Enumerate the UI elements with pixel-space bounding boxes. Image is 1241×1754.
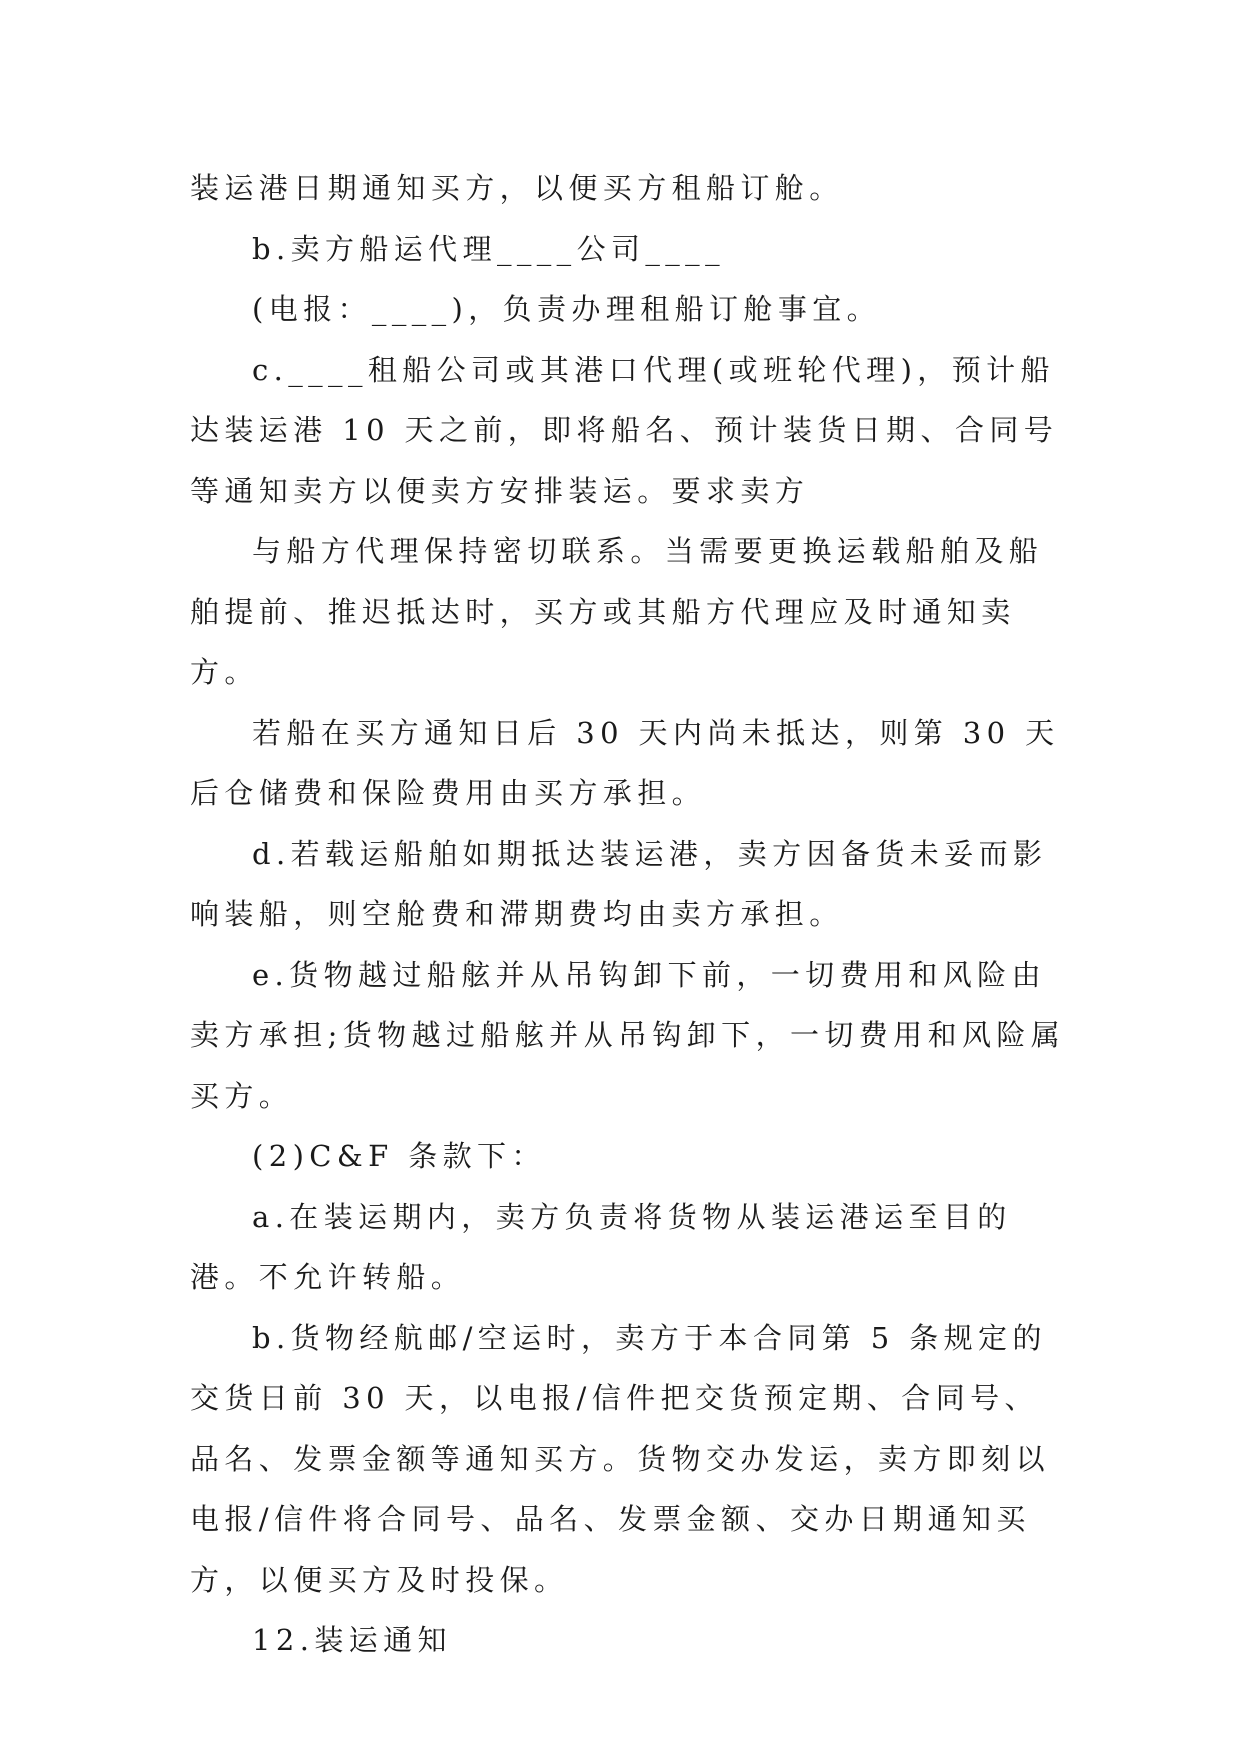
paragraph-1: 装运港日期通知买方，以便买方租船订舱。 [190, 171, 844, 205]
paragraph-10: a.在装运期内，卖方负责将货物从装运港运至目的港。不允许转船。 [190, 1199, 1012, 1294]
paragraph-9: (2)C&F 条款下： [252, 1139, 546, 1173]
document-body [190, 158, 1070, 1671]
paragraph-3: (电报：____)，负责办理租船订舱事宜。 [252, 292, 882, 326]
section-heading: 12.装运通知 [252, 1623, 452, 1657]
paragraph-8: e.货物越过船舷并从吊钩卸下前，一切费用和风险由卖方承担;货物越过船舷并从吊钩卸下，一切费用和风险属买方。 [190, 957, 1066, 1113]
paragraph-11: b.货物经航邮/空运时，卖方于本合同第 5 条规定的交货日前 30 天，以电报/信件把交货预定期、合同号、品名、发票金额等通知买方。货物交办发运，卖方即刻以电报/信件将合同号、品名、发票金额、交办日期通知买方，以便买方及时投保。 [190, 1320, 1051, 1597]
paragraph-5: 与船方代理保持密切联系。当需要更换运载船舶及船舶提前、推迟抵达时，买方或其船方代理应及时通知卖方。 [190, 534, 1044, 689]
paragraph-6: 若船在买方通知日后 30 天内尚未抵达，则第 30 天后仓储费和保险费用由买方承担。 [190, 715, 1060, 810]
paragraph-4: c.____租船公司或其港口代理(或班轮代理)，预计船达装运港 10 天之前，即将船名、预计装货日期、合同号等通知卖方以便卖方安排装运。要求卖方 [190, 352, 1059, 508]
paragraph-2: b.卖方船运代理____公司____ [252, 231, 725, 266]
paragraph-7: d.若载运船舶如期抵达装运港，卖方因备货未妥而影响装船，则空舱费和滞期费均由卖方承担。 [190, 836, 1048, 931]
